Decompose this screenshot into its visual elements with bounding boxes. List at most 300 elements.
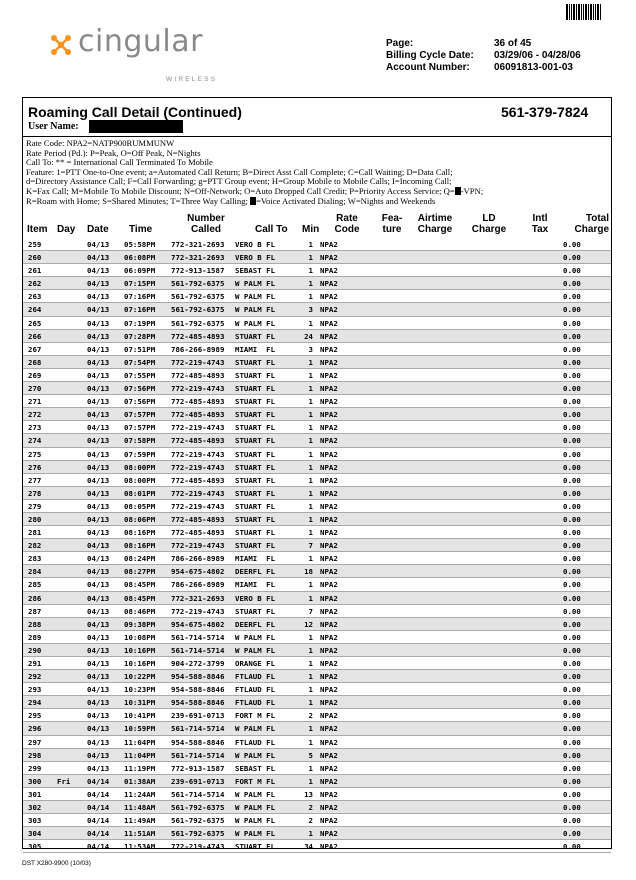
cell-min: 2 (308, 803, 313, 813)
cell-number: 561-792-6375 (171, 292, 225, 302)
cell-item: 294 (28, 698, 42, 708)
cell-min: 5 (308, 750, 313, 760)
table-row (23, 461, 611, 474)
cell-min: 7 (308, 606, 313, 616)
cell-call-to: W PALM FL (235, 292, 276, 302)
table-row (23, 631, 611, 644)
cell-min: 2 (308, 711, 313, 721)
col-ld (469, 213, 509, 235)
col-day: Day (57, 224, 76, 235)
cell-date: 04/13 (87, 724, 110, 734)
cell-date: 04/13 (87, 240, 110, 249)
cell-total: 0.00 (563, 475, 581, 485)
table-row (23, 657, 611, 670)
cell-call-to: W PALM FL (235, 789, 276, 799)
cell-time: 10:16PM (124, 659, 156, 668)
cell-time: 07:56PM (124, 384, 156, 394)
cell-item: 279 (28, 501, 42, 511)
form-code: DST X280-9900 (10/03) (22, 860, 91, 867)
cell-call-to: STUART FL (235, 370, 276, 380)
cell-rate-code: NPA2 (320, 344, 338, 354)
cell-item: 302 (28, 803, 42, 813)
cell-total: 0.00 (563, 292, 581, 302)
table-row (23, 526, 611, 539)
table-row (23, 618, 611, 631)
cell-total: 0.00 (563, 711, 581, 721)
cell-rate-code: NPA2 (320, 305, 338, 315)
cell-number: 954-675-4802 (171, 567, 225, 577)
cell-number: 561-792-6375 (171, 305, 225, 315)
cell-total: 0.00 (563, 672, 581, 682)
logo-wordmark: cingular (78, 24, 203, 59)
col-min: Min (302, 224, 320, 235)
cell-rate-code: NPA2 (320, 266, 338, 276)
cell-total: 0.00 (563, 645, 581, 655)
cell-number: 954-588-8846 (171, 737, 225, 747)
cell-date: 04/13 (87, 410, 110, 420)
cell-number: 772-485-4893 (171, 514, 225, 524)
cell-rate-code: NPA2 (320, 423, 338, 433)
cell-min: 13 (304, 789, 313, 799)
cell-time: 08:05PM (124, 501, 156, 511)
cell-item: 267 (28, 344, 42, 354)
cell-call-to: W PALM FL (235, 279, 276, 289)
cell-number: 772-219-4743 (171, 606, 225, 616)
account-info (386, 38, 581, 74)
table-row (23, 356, 611, 369)
cell-total: 0.00 (563, 803, 581, 813)
cell-call-to: STUART FL (235, 449, 276, 459)
table-row (23, 592, 611, 605)
cell-number: 561-792-6375 (171, 829, 225, 839)
cell-total: 0.00 (563, 397, 581, 407)
cell-call-to: STUART FL (235, 842, 276, 852)
cell-item: 268 (28, 357, 42, 367)
cell-min: 3 (308, 305, 313, 315)
cell-item: 286 (28, 593, 42, 603)
cell-rate-code: NPA2 (320, 659, 338, 668)
section-phone-number: 561-379-7824 (501, 104, 589, 120)
cell-call-to: VERO B FL (235, 593, 276, 603)
cell-number: 772-485-4893 (171, 410, 225, 420)
legend-feature-3a: K=Fax Call; M=Mobile To Mobile Discount; N=Off-Network; O=Auto Dropped Call Credit; P=Priority Access Service; Q= (26, 185, 455, 196)
cell-min: 1 (308, 488, 313, 498)
table-row (23, 251, 611, 264)
cell-rate-code: NPA2 (320, 842, 338, 852)
cell-min: 34 (304, 842, 313, 852)
cell-total: 0.00 (563, 606, 581, 616)
cell-call-to: DEERFL FL (235, 567, 276, 577)
cell-number: 239-691-0713 (171, 776, 225, 786)
cell-total: 0.00 (563, 357, 581, 367)
cell-min: 1 (308, 632, 313, 642)
cell-item: 269 (28, 370, 42, 380)
cell-rate-code: NPA2 (320, 632, 338, 642)
cell-min: 1 (308, 776, 313, 786)
cell-min: 1 (308, 528, 313, 538)
cell-number: 772-321-2693 (171, 253, 225, 263)
cell-call-to: W PALM FL (235, 750, 276, 760)
cell-rate-code: NPA2 (320, 593, 338, 603)
cell-time: 08:27PM (124, 567, 156, 577)
table-row (23, 840, 611, 853)
col-intl (527, 213, 553, 235)
account-number-label: Account Number: (386, 62, 470, 73)
cell-item: 305 (28, 842, 42, 852)
user-name-label: User Name: (28, 121, 79, 132)
cell-min: 1 (308, 266, 313, 276)
table-row (23, 539, 611, 552)
cell-date: 04/13 (87, 685, 110, 695)
cell-rate-code: NPA2 (320, 292, 338, 302)
cell-item: 297 (28, 737, 42, 747)
legend-rate-period: Rate Period (Pd.): P=Peak, O=Off Peak, N=Nights (26, 147, 201, 158)
cell-time: 07:16PM (124, 292, 156, 302)
cell-call-to: STUART FL (235, 541, 276, 551)
cell-number: 954-675-4802 (171, 619, 225, 629)
col-intl-line1: Intl (532, 213, 548, 224)
cell-total: 0.00 (563, 305, 581, 315)
cell-item: 282 (28, 541, 42, 551)
cell-date: 04/13 (87, 528, 110, 538)
cell-item: 270 (28, 384, 42, 394)
cell-total: 0.00 (563, 462, 581, 472)
cell-min: 1 (308, 593, 313, 603)
cell-call-to: STUART FL (235, 384, 276, 394)
cell-rate-code: NPA2 (320, 750, 338, 760)
table-row (23, 814, 611, 827)
cell-call-to: STUART FL (235, 423, 276, 433)
cell-rate-code: NPA2 (320, 475, 338, 485)
cell-date: 04/13 (87, 645, 110, 655)
cell-item: 264 (28, 305, 42, 315)
cell-time: 08:00PM (124, 475, 156, 485)
cell-item: 275 (28, 449, 42, 459)
col-call-to: Call To (255, 224, 288, 235)
cell-min: 1 (308, 318, 313, 328)
table-row (23, 696, 611, 709)
cell-min: 1 (308, 829, 313, 839)
table-row (23, 277, 611, 290)
col-intl-line2: Tax (531, 224, 549, 235)
cell-total: 0.00 (563, 750, 581, 760)
cell-item: 278 (28, 488, 42, 498)
logo-subtitle: WIRELESS (166, 76, 218, 83)
cell-call-to: W PALM FL (235, 803, 276, 813)
col-rate-line2: Code (334, 224, 360, 235)
cell-number: 772-219-4743 (171, 449, 225, 459)
cell-number: 561-792-6375 (171, 803, 225, 813)
cell-total: 0.00 (563, 488, 581, 498)
cell-time: 08:45PM (124, 593, 156, 603)
cell-date: 04/14 (87, 842, 110, 852)
cell-number: 772-485-4893 (171, 331, 225, 341)
cell-date: 04/13 (87, 266, 110, 276)
cell-date: 04/13 (87, 344, 110, 354)
cell-number: 786-266-8989 (171, 344, 225, 354)
cell-call-to: FTLAUD FL (235, 698, 276, 708)
cell-call-to: FORT M FL (235, 776, 276, 786)
cell-total: 0.00 (563, 266, 581, 276)
cell-min: 1 (308, 397, 313, 407)
cell-date: 04/14 (87, 776, 110, 786)
cell-time: 06:08PM (124, 253, 156, 263)
cell-min: 1 (308, 645, 313, 655)
cell-rate-code: NPA2 (320, 514, 338, 524)
cell-time: 08:00PM (124, 462, 156, 472)
cell-item: 263 (28, 292, 42, 302)
cell-time: 01:38AM (124, 776, 156, 786)
cell-rate-code: NPA2 (320, 816, 338, 826)
cell-rate-code: NPA2 (320, 698, 338, 708)
cell-rate-code: NPA2 (320, 501, 338, 511)
col-item: Item (27, 224, 48, 235)
table-row (23, 762, 611, 775)
cell-rate-code: NPA2 (320, 528, 338, 538)
table-row (23, 644, 611, 657)
cell-call-to: SEBAST FL (235, 266, 276, 276)
cell-date: 04/13 (87, 292, 110, 302)
legend-feature-4a: R=Roam with Home; S=Shared Minutes; T=Three Way Calling; (26, 195, 251, 206)
cell-date: 04/14 (87, 803, 110, 813)
cell-min: 1 (308, 659, 313, 668)
col-airtime-line1: Airtime (417, 213, 453, 224)
cell-rate-code: NPA2 (320, 803, 338, 813)
cell-number: 561-792-6375 (171, 318, 225, 328)
cell-call-to: STUART FL (235, 514, 276, 524)
cell-time: 07:56PM (124, 397, 156, 407)
cell-number: 904-272-3799 (171, 659, 225, 668)
cell-date: 04/13 (87, 397, 110, 407)
cingular-logo (50, 24, 218, 83)
cell-total: 0.00 (563, 632, 581, 642)
billing-cycle-value: 03/29/06 - 04/28/06 (494, 50, 581, 61)
table-row (23, 303, 611, 316)
cell-min: 1 (308, 462, 313, 472)
cell-rate-code: NPA2 (320, 711, 338, 721)
cell-number: 772-485-4893 (171, 436, 225, 446)
cell-item: 272 (28, 410, 42, 420)
cell-call-to: W PALM FL (235, 318, 276, 328)
table-row (23, 238, 611, 251)
col-total (567, 213, 609, 235)
cell-date: 04/13 (87, 318, 110, 328)
table-row (23, 421, 611, 434)
cell-total: 0.00 (563, 659, 581, 668)
cell-number: 239-691-0713 (171, 711, 225, 721)
cell-date: 04/13 (87, 619, 110, 629)
cell-rate-code: NPA2 (320, 410, 338, 420)
cell-call-to: STUART FL (235, 462, 276, 472)
cell-time: 08:46PM (124, 606, 156, 616)
cell-total: 0.00 (563, 776, 581, 786)
table-row (23, 395, 611, 408)
page-value: 36 of 45 (494, 38, 532, 49)
cell-time: 07:16PM (124, 305, 156, 315)
cell-date: 04/13 (87, 370, 110, 380)
cell-rate-code: NPA2 (320, 462, 338, 472)
cell-rate-code: NPA2 (320, 776, 338, 786)
cell-call-to: FORT M FL (235, 711, 276, 721)
cell-number: 772-219-4743 (171, 423, 225, 433)
cell-number: 772-219-4743 (171, 842, 225, 852)
cell-rate-code: NPA2 (320, 554, 338, 564)
cell-rate-code: NPA2 (320, 580, 338, 590)
cell-date: 04/13 (87, 632, 110, 642)
cell-item: 276 (28, 462, 42, 472)
cell-call-to: MIAMI FL (235, 554, 276, 564)
cell-rate-code: NPA2 (320, 436, 338, 446)
cell-item: 304 (28, 829, 42, 839)
cell-call-to: FTLAUD FL (235, 672, 276, 682)
code-legend (26, 139, 610, 206)
cell-item: 283 (28, 554, 42, 564)
cell-min: 1 (308, 685, 313, 695)
cell-min: 1 (308, 514, 313, 524)
cell-total: 0.00 (563, 842, 581, 852)
cell-number: 561-792-6375 (171, 816, 225, 826)
cell-item: 292 (28, 672, 42, 682)
cell-number: 954-588-8846 (171, 685, 225, 695)
legend-rate-code: Rate Code: NPA2=NATP900RUMMUNW (26, 138, 175, 148)
cell-call-to: STUART FL (235, 488, 276, 498)
cell-total: 0.00 (563, 541, 581, 551)
call-detail-table (23, 238, 611, 853)
cell-min: 3 (308, 344, 313, 354)
cell-number: 561-714-5714 (171, 724, 225, 734)
cell-call-to: W PALM FL (235, 305, 276, 315)
table-row (23, 317, 611, 330)
cell-total: 0.00 (563, 619, 581, 629)
cell-min: 1 (308, 357, 313, 367)
cell-time: 11:04PM (124, 750, 156, 760)
cell-min: 7 (308, 541, 313, 551)
cell-total: 0.00 (563, 384, 581, 394)
cell-item: 296 (28, 724, 42, 734)
cell-date: 04/13 (87, 737, 110, 747)
col-number (173, 213, 239, 235)
cell-number: 772-219-4743 (171, 384, 225, 394)
col-airtime-line2: Charge (417, 224, 453, 235)
cell-date: 04/13 (87, 462, 110, 472)
cell-total: 0.00 (563, 593, 581, 603)
cell-total: 0.00 (563, 763, 581, 773)
cell-call-to: SEBAST FL (235, 763, 276, 773)
cell-number: 772-219-4743 (171, 501, 225, 511)
cell-call-to: W PALM FL (235, 632, 276, 642)
cell-number: 786-266-8989 (171, 554, 225, 564)
cell-time: 11:19PM (124, 763, 156, 773)
cell-min: 1 (308, 724, 313, 734)
cell-rate-code: NPA2 (320, 318, 338, 328)
cell-call-to: VERO B FL (235, 253, 276, 263)
cell-number: 561-792-6375 (171, 279, 225, 289)
cell-rate-code: NPA2 (320, 737, 338, 747)
cell-min: 1 (308, 672, 313, 682)
col-number-line2: Called (190, 224, 221, 235)
table-row (23, 565, 611, 578)
cell-time: 10:59PM (124, 724, 156, 734)
cell-call-to: W PALM FL (235, 816, 276, 826)
col-ld-line2: Charge (471, 224, 507, 235)
cell-date: 04/13 (87, 593, 110, 603)
cell-rate-code: NPA2 (320, 763, 338, 773)
cell-rate-code: NPA2 (320, 606, 338, 616)
cell-time: 08:24PM (124, 554, 156, 564)
table-row (23, 605, 611, 618)
table-row (23, 578, 611, 591)
cell-number: 772-485-4893 (171, 475, 225, 485)
cell-min: 1 (308, 370, 313, 380)
col-feature-line1: Fea- (381, 213, 403, 224)
cell-rate-code: NPA2 (320, 672, 338, 682)
cell-time: 10:31PM (124, 698, 156, 708)
cell-total: 0.00 (563, 724, 581, 734)
cell-time: 07:51PM (124, 344, 156, 354)
cell-item: 288 (28, 619, 42, 629)
cell-number: 772-219-4743 (171, 357, 225, 367)
table-row (23, 670, 611, 683)
cell-date: 04/13 (87, 514, 110, 524)
cell-item: 289 (28, 632, 42, 642)
cell-call-to: STUART FL (235, 357, 276, 367)
section-title: Roaming Call Detail (Continued) (28, 104, 242, 120)
cell-item: 281 (28, 528, 42, 538)
cell-call-to: MIAMI FL (235, 344, 276, 354)
cell-date: 04/13 (87, 384, 110, 394)
cell-total: 0.00 (563, 318, 581, 328)
table-row (23, 801, 611, 814)
cell-date: 04/13 (87, 567, 110, 577)
cell-date: 04/13 (87, 331, 110, 341)
cell-number: 561-714-5714 (171, 632, 225, 642)
cell-number: 772-219-4743 (171, 488, 225, 498)
cell-date: 04/13 (87, 501, 110, 511)
cell-total: 0.00 (563, 279, 581, 289)
cell-call-to: W PALM FL (235, 724, 276, 734)
cell-item: 277 (28, 475, 42, 485)
cell-date: 04/14 (87, 829, 110, 839)
cell-total: 0.00 (563, 344, 581, 354)
cell-item: 295 (28, 711, 42, 721)
cell-rate-code: NPA2 (320, 789, 338, 799)
cell-item: 287 (28, 606, 42, 616)
cell-time: 07:58PM (124, 436, 156, 446)
cell-rate-code: NPA2 (320, 384, 338, 394)
col-time: Time (129, 224, 153, 235)
cell-item: 291 (28, 659, 42, 668)
cell-item: 293 (28, 685, 42, 695)
table-row (23, 788, 611, 801)
cell-call-to: STUART FL (235, 331, 276, 341)
cell-rate-code: NPA2 (320, 370, 338, 380)
cell-total: 0.00 (563, 240, 581, 249)
cell-min: 1 (308, 423, 313, 433)
cell-call-to: FTLAUD FL (235, 737, 276, 747)
cell-total: 0.00 (563, 331, 581, 341)
cell-number: 786-266-8989 (171, 580, 225, 590)
cell-number: 561-714-5714 (171, 750, 225, 760)
cell-min: 24 (304, 331, 313, 341)
table-row (23, 552, 611, 565)
page-label: Page: (386, 38, 414, 49)
cell-item: 261 (28, 266, 42, 276)
cell-rate-code: NPA2 (320, 397, 338, 407)
cell-date: 04/13 (87, 580, 110, 590)
cell-time: 11:24AM (124, 789, 156, 799)
cell-min: 1 (308, 554, 313, 564)
cell-time: 08:16PM (124, 541, 156, 551)
